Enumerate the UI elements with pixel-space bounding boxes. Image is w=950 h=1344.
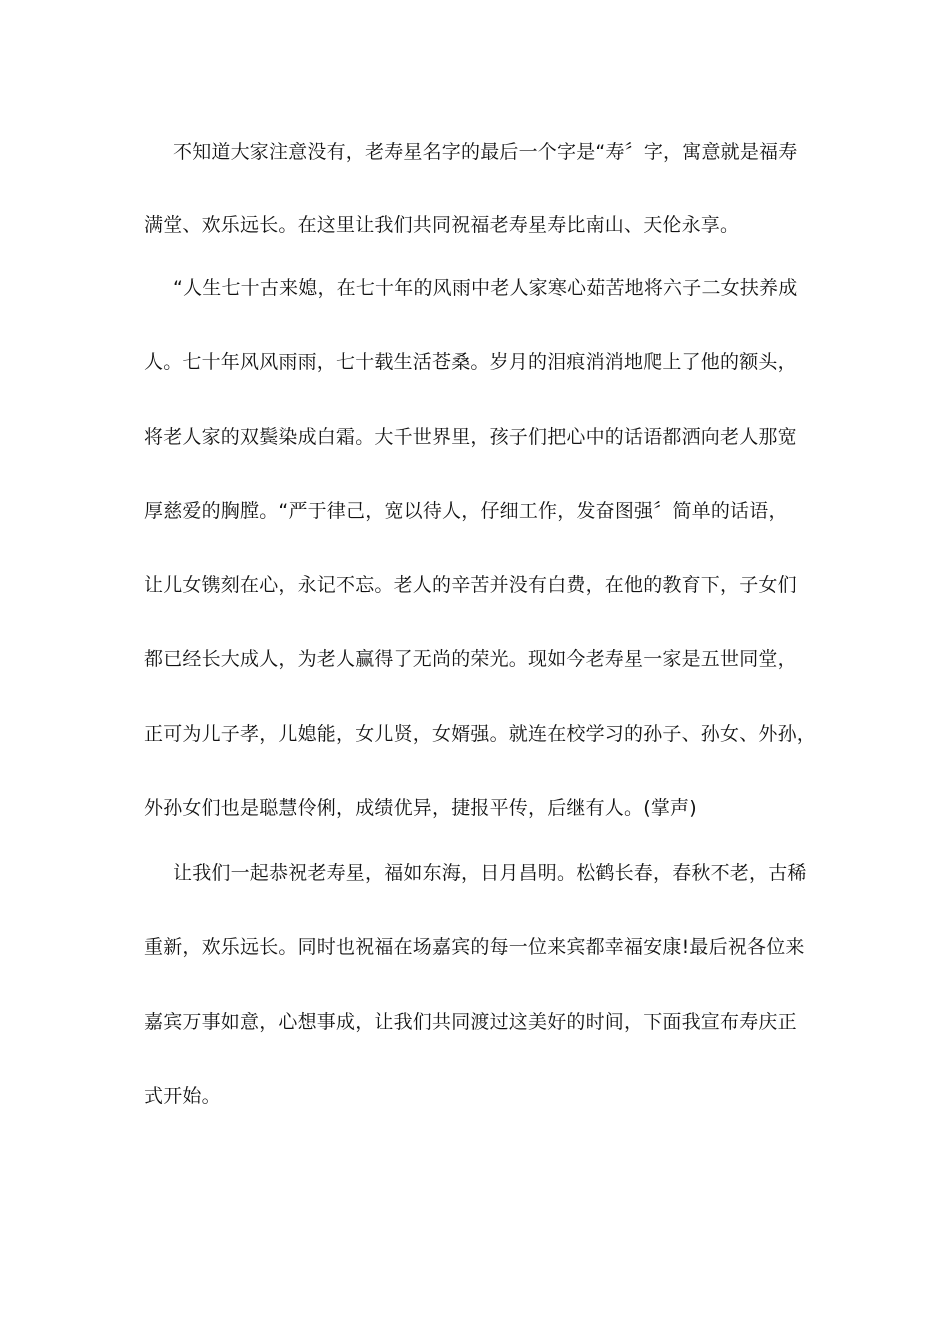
paragraph-2-line-3: 将老人家的双鬓染成白霜。大千世界里，孩子们把心中的话语都洒向老人那宽: [144, 426, 797, 448]
paragraph-2-line-4: 厚慈爱的胸膛。“严于律己，宽以待人，仔细工作，发奋图强〞简单的话语，: [144, 500, 788, 522]
paragraph-2-line-5: 让儿女镌刻在心，永记不忘。老人的辛苦并没有白费，在他的教育下，子女们: [144, 574, 797, 596]
paragraph-3-line-4: 式开始。: [144, 1085, 221, 1107]
paragraph-2-line-2: 人。七十年风风雨雨，七十载生活苍桑。岁月的泪痕消消地爬上了他的额头，: [144, 351, 797, 373]
paragraph-3-line-3: 嘉宾万事如意，心想事成，让我们共同渡过这美好的时间，下面我宣布寿庆正: [144, 1011, 797, 1033]
paragraph-1-line-2: 满堂、欢乐远长。在这里让我们共同祝福老寿星寿比南山、天伦永享。: [144, 214, 740, 236]
paragraph-2-line-7: 正可为儿子孝，儿媳能，女儿贤，女婿强。就连在校学习的孙子、孙女、外孙，: [144, 723, 817, 745]
paragraph-3-line-1: 让我们一起恭祝老寿星，福如东海，日月昌明。松鹤长春，春秋不老，古稀: [173, 862, 807, 884]
paragraph-2-line-1: “人生七十古来媳，在七十年的风雨中老人家寒心茹苦地将六子二女扶养成: [173, 277, 798, 299]
paragraph-1-line-1: 不知道大家注意没有，老寿星名字的最后一个字是“寿〞字，寓意就是福寿: [173, 141, 798, 163]
paragraph-2-line-8: 外孙女们也是聪慧伶俐，成绩优异，捷报平传，后继有人。(掌声): [144, 797, 697, 819]
paragraph-2-line-6: 都已经长大成人，为老人赢得了无尚的荣光。现如今老寿星一家是五世同堂，: [144, 648, 797, 670]
paragraph-3-line-2: 重新，欢乐远长。同时也祝福在场嘉宾的每一位来宾都幸福安康!最后祝各位来: [144, 936, 805, 958]
